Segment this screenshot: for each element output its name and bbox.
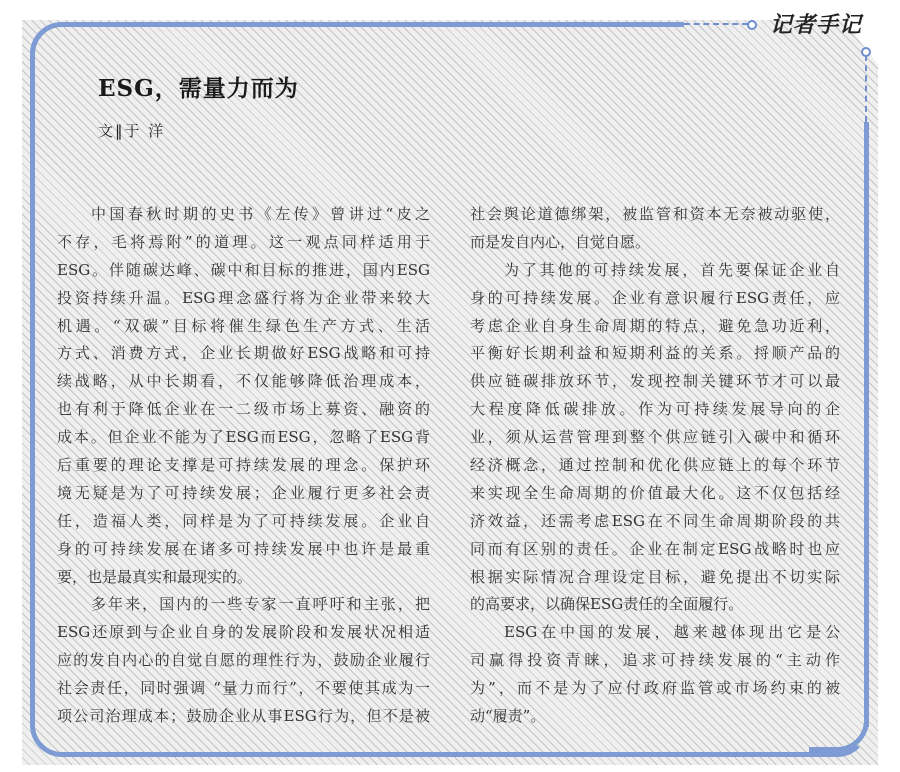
text-line: 也有利于降低企业在一二级市场上募资、融资的 (57, 400, 430, 419)
text-line: 多年来，国内的一些专家一直呼吁和主张，把 (91, 595, 430, 614)
connector-dot-icon (747, 20, 757, 30)
paragraph (57, 201, 430, 591)
text-line: 济效益，还需考虑ESG在不同生命周期阶段的共 (470, 511, 840, 530)
article-column-right (470, 201, 840, 731)
text-line: 应的发自内心的自觉自愿的理性行为，鼓励企业履行 (57, 651, 430, 670)
article-byline: 文‖于 洋 (98, 122, 166, 140)
text-line: 方式、消费方式，企业长期做好ESG战略和可持 (57, 344, 430, 363)
text-line: 根据实际情况合理设定目标，避免提出不切实际 (470, 567, 840, 586)
text-line: 司赢得投资青睐，追求可持续发展的“主动作 (470, 651, 840, 670)
text-line: ESG在中国的发展，越来越体现出它是公 (504, 623, 840, 642)
text-line: 业，须从运营管理到整个供应链引入碳中和循环 (470, 428, 840, 447)
text-line: 动“履责”。 (470, 707, 546, 726)
paragraph (470, 257, 840, 620)
text-line: 同而有区别的责任。企业在制定ESG战略时也应 (470, 539, 840, 558)
text-line: 续战略，从中长期看，不仅能够降低治理成本， (57, 372, 430, 391)
paragraph (470, 619, 840, 731)
text-line: 中国春秋时期的史书《左传》曾讲过“皮之 (91, 205, 430, 223)
text-line: 的高要求，以确保ESG责任的全面履行。 (470, 595, 744, 614)
text-line: 经济概念，通过控制和优化供应链上的每个环节 (470, 456, 840, 475)
dashed-connector (684, 23, 748, 25)
text-line: 身的可持续发展在诸多可持续发展中也许是最重 (57, 539, 430, 558)
text-line: 社会舆论道德绑架，被监管和资本无奈被动驱使， (470, 205, 840, 223)
article-title: ESG，需量力而为 (98, 75, 299, 102)
text-line: 而是发自内心，自觉自愿。 (470, 232, 651, 251)
article-column-left (57, 201, 430, 731)
text-line: 成本。但企业不能为了ESG而ESG，忽略了ESG背 (57, 428, 430, 447)
text-line: 境无疑是为了可持续发展；企业履行更多社会责 (57, 483, 430, 502)
text-line: 后重要的理论支撑是可持续发展的理念。保护环 (57, 456, 430, 475)
text-line: ESG还原到与企业自身的发展阶段和发展状况相适 (57, 623, 430, 642)
text-line: 平衡好长期利益和短期利益的关系。捋顺产品的 (470, 344, 840, 363)
text-line: 任，造福人类，同样是为了可持续发展。企业自 (57, 511, 430, 530)
text-line: 大程度降低碳排放。作为可持续发展导向的企 (470, 400, 840, 419)
connector-dot-icon (861, 47, 871, 57)
text-line: 项公司治理成本；鼓励企业从事ESG行为，但不是被 (57, 707, 430, 726)
text-line: 为”，而不是为了应付政府监管或市场约束的被 (470, 679, 840, 698)
paragraph (470, 201, 840, 257)
paragraph (57, 591, 430, 730)
frame-right-border (864, 122, 869, 727)
dashed-connector (865, 55, 867, 122)
text-line: 供应链碳排放环节，发现控制关键环节才可以最 (470, 372, 840, 391)
text-line: 社会责任，同时强调 “量力而行”，不要使其成为一 (57, 679, 430, 698)
text-line: 机遇。“双碳”目标将催生绿色生产方式、生活 (57, 316, 430, 335)
text-line: 要，也是最真实和最现实的。 (57, 567, 253, 586)
text-line: ESG。伴随碳达峰、碳中和目标的推进，国内ESG (57, 260, 430, 279)
section-label: 记者手记 (770, 13, 863, 38)
text-line: 身的可持续发展。企业有意识履行ESG责任，应 (470, 288, 840, 307)
text-line: 来实现全生命周期的价值最大化。这不仅包括经 (470, 483, 840, 502)
text-line: 投资持续升温。ESG理念盛行将为企业带来较大 (57, 288, 430, 307)
text-line: 考虑企业自身生命周期的特点，避免急功近利， (470, 316, 840, 335)
text-line: 不存，毛将焉附”的道理。这一观点同样适用于 (57, 232, 430, 251)
text-line: 为了其他的可持续发展，首先要保证企业自 (504, 260, 840, 279)
